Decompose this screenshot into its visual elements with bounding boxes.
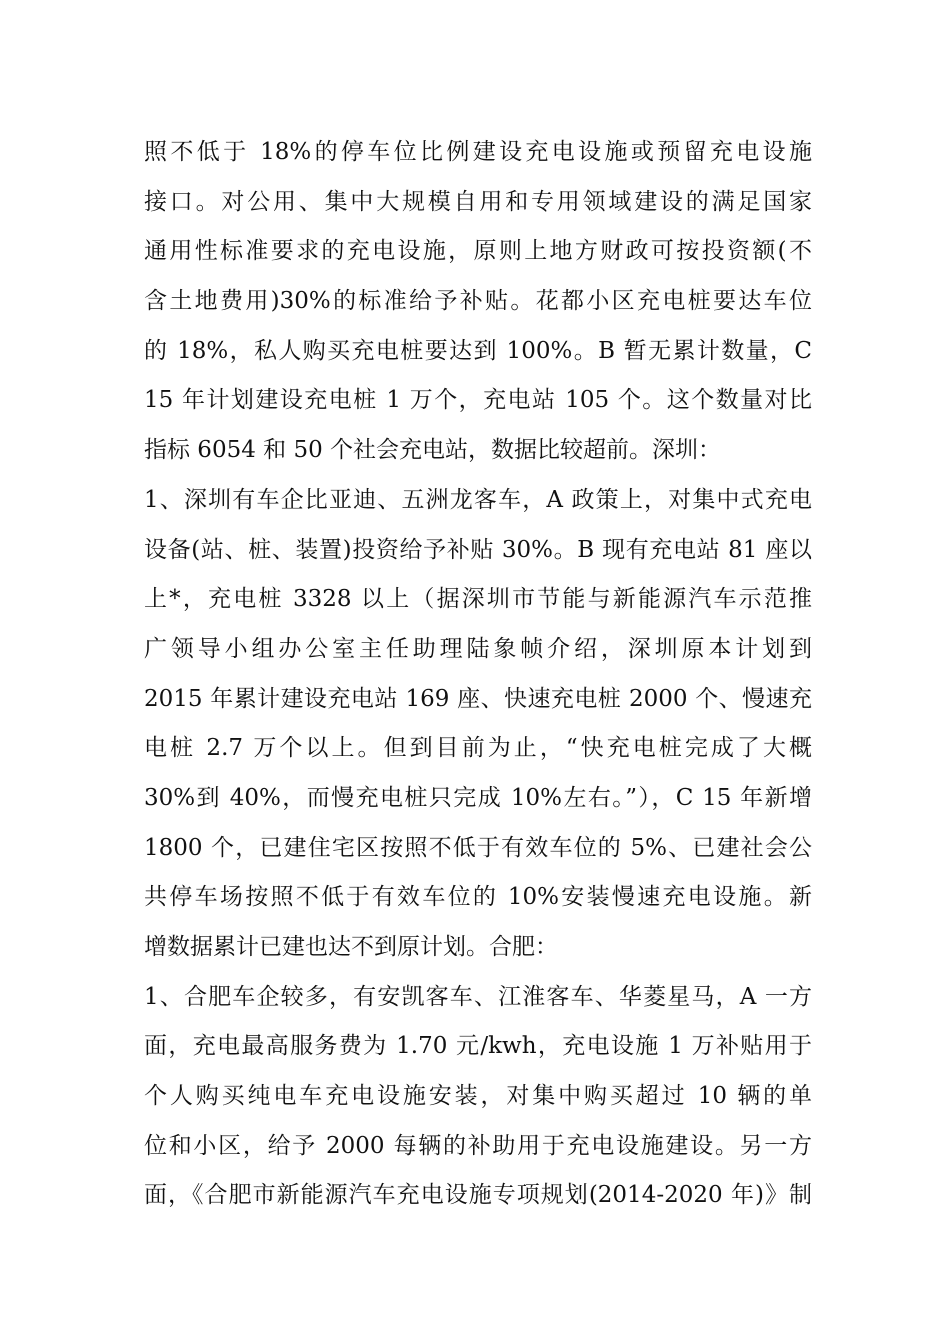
text-line: 1、合肥车企较多，有安凯客车、江淮客车、华菱星马，A 一方 xyxy=(144,983,812,1010)
text-line: 设备(站、桩、装置)投资给予补贴 30%。B 现有充电站 81 座以 xyxy=(144,536,812,563)
text-line: 共停车场按照不低于有效车位的 10%安装慢速充电设施。新 xyxy=(144,884,812,911)
text-line: 面，充电最高服务费为 1.70 元/kwh，充电设施 1 万补贴用于 xyxy=(144,1033,812,1060)
text-line: 位和小区，给予 2000 每辆的补助用于充电设施建设。另一方 xyxy=(144,1132,812,1159)
text-line: 含土地费用)30%的标准给予补贴。花都小区充电桩要达车位 xyxy=(144,288,812,315)
text-line: 指标 6054 和 50 个社会充电站，数据比较超前。深圳： xyxy=(144,437,722,464)
text-line: 广领导小组办公室主任助理陆象帧介绍，深圳原本计划到 xyxy=(144,635,812,662)
text-line: 通用性标准要求的充电设施，原则上地方财政可按投资额(不 xyxy=(144,238,812,265)
text-line: 30%到 40%，而慢充电桩只完成 10%左右。”），C 15 年新增 xyxy=(144,784,812,811)
text-line: 照不低于 18%的停车位比例建设充电设施或预留充电设施 xyxy=(144,139,812,165)
text-line: 15 年计划建设充电桩 1 万个，充电站 105 个。这个数量对比 xyxy=(144,387,812,414)
text-line: 电桩 2.7 万个以上。但到目前为止，“快充电桩完成了大概 xyxy=(144,735,812,762)
text-line: 面，《合肥市新能源汽车充电设施专项规划(2014-2020 年)》制 xyxy=(144,1182,812,1209)
body-text xyxy=(144,128,812,1221)
text-line: 接口。对公用、集中大规模自用和专用领域建设的满足国家 xyxy=(144,188,812,215)
text-line: 上*，充电桩 3328 以上（据深圳市节能与新能源汽车示范推 xyxy=(144,586,812,613)
text-line: 个人购买纯电车充电设施安装，对集中购买超过 10 辆的单 xyxy=(144,1083,812,1110)
text-line: 1、深圳有车企比亚迪、五洲龙客车，A 政策上，对集中式充电 xyxy=(144,486,812,513)
text-line: 增数据累计已建也达不到原计划。合肥： xyxy=(144,934,558,960)
text-line: 2015 年累计建设充电站 169 座、快速充电桩 2000 个、慢速充 xyxy=(144,685,812,712)
text-line: 1800 个，已建住宅区按照不低于有效车位的 5%、已建社会公 xyxy=(144,834,812,861)
text-line: 的 18%，私人购买充电桩要达到 100%。B 暂无累计数量，C xyxy=(144,337,812,364)
